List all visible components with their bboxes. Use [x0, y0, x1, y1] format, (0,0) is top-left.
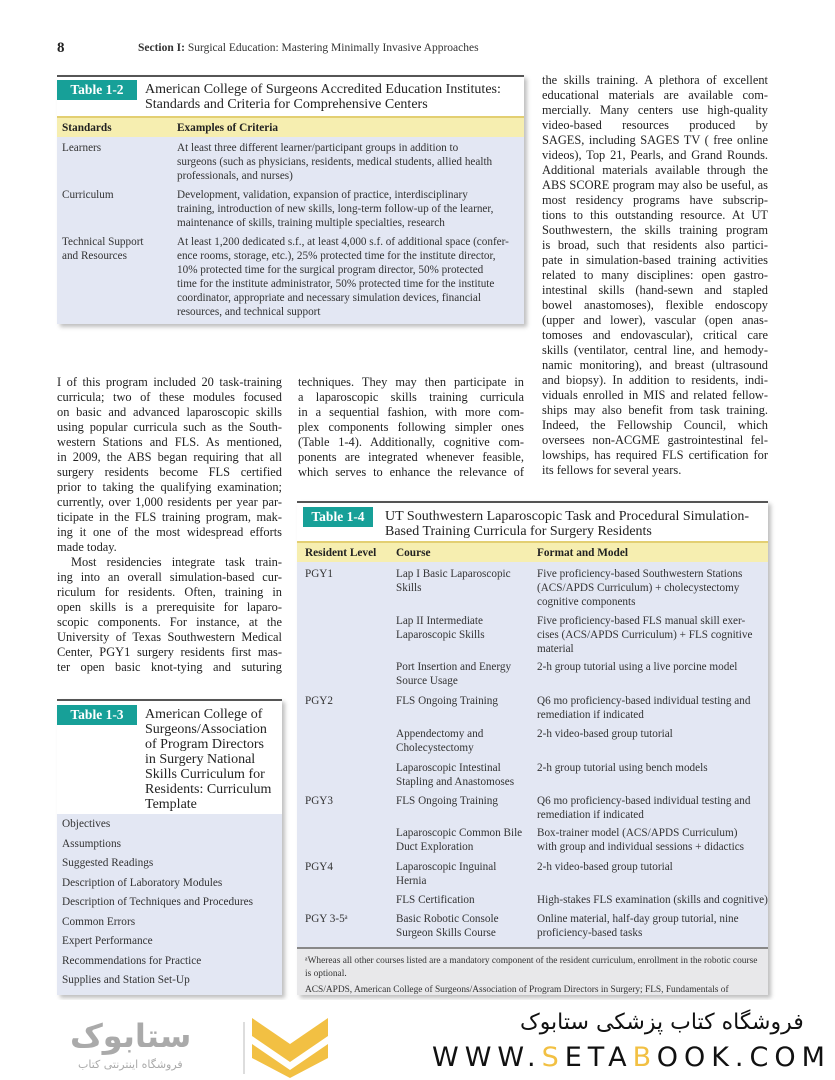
title-line: Surgeons/Association: [145, 722, 267, 737]
cell-line: Basic Robotic Console: [396, 913, 499, 925]
criteria-cell: [177, 235, 509, 319]
text-line: its fellows for several years.: [542, 463, 682, 477]
format-cell: [537, 761, 708, 775]
text-line: and biopsy). In addition to residents, indi-: [542, 373, 768, 387]
cell-line: Laparoscopic Intestinal: [396, 762, 501, 774]
text-line: oversees non-ACGME gastrointestinal fel-: [542, 433, 768, 447]
text-line: ter open basic knot-tying and suturing: [57, 660, 282, 674]
cell-line: 2-h video-based group tutorial: [537, 861, 673, 873]
cell-line: 2-h video-based group tutorial: [537, 728, 673, 740]
list-item: Suggested Readings: [62, 857, 154, 869]
text-line: educational materials are available com-: [542, 88, 768, 102]
store-banner: [0, 1000, 835, 1080]
cell-line: FLS Certification: [396, 894, 475, 906]
cell-line: Five proficiency-based Southwestern Stations: [537, 568, 743, 580]
course-cell: [396, 694, 498, 708]
list-item: Common Errors: [62, 915, 136, 928]
cell-line: At least three different learner/participant groups in addition to: [177, 142, 459, 154]
title-line: Standards and Criteria for Comprehensive Centers: [145, 97, 428, 112]
text-line: ABS SCORE program may also be useful, as: [542, 178, 768, 192]
table-header-row: [297, 541, 768, 562]
text-line: SAGES, including SAGES TV ( free online: [542, 133, 768, 147]
format-cell: [537, 614, 752, 656]
cell-line: At least 1,200 dedicated s.f., at least 4,000 s.f. of additional space (confer-: [177, 236, 509, 248]
standard-cell: [62, 188, 114, 202]
url-part: OOK.COM: [656, 1042, 831, 1073]
column-header: Resident Level: [305, 547, 377, 559]
course-cell: [396, 912, 499, 940]
table-1-2: [57, 75, 524, 324]
text-line: in a sequential fashion, with more com-: [298, 405, 524, 419]
text-line: which serves to enhance the relevance of: [298, 465, 524, 479]
criteria-cell: [177, 188, 493, 230]
text-line: riculum for residents. Often, training in: [57, 585, 282, 599]
text-line: University of Texas Southwestern Medical: [57, 630, 282, 644]
text-line: tomoses and endovascular), critical care: [542, 328, 768, 342]
cell-line: Port Insertion and Energy: [396, 661, 512, 673]
store-name: فروشگاه کتاب پزشکی ستابوک: [520, 1010, 804, 1035]
text-line: curricula; two of these modules focused: [57, 390, 282, 404]
cell-line: material: [537, 643, 574, 655]
title-line: Residents: Curriculum: [145, 782, 272, 797]
cell-line: remediation if indicated: [537, 809, 644, 821]
body-column-middle: [298, 375, 524, 480]
text-line: is broad, such that residents also partici-: [542, 238, 768, 252]
cell-line: with group and individual sessions + didactics: [537, 841, 745, 853]
cell-line: Technical Support: [62, 236, 144, 248]
title-line: Skills Curriculum for: [145, 767, 265, 782]
list-item: Objectives: [62, 818, 111, 830]
column-header: Format and Model: [537, 547, 628, 559]
text-line: Southwestern, the skills training program: [542, 223, 768, 237]
url-part: ETA: [564, 1042, 633, 1073]
cell-line: and Resources: [62, 250, 127, 262]
resident-level-cell: PGY2: [305, 695, 333, 707]
cell-line: cises (ACS/APDS Curriculum) + FLS cognitive: [537, 629, 753, 641]
cell-line: time for the institute administrator, 50% protected time for the institute: [177, 278, 495, 290]
table-1-4: [297, 501, 768, 995]
course-cell: [396, 860, 496, 888]
page-number: 8: [57, 40, 65, 56]
cell-line: coordinator, appropriate and necessary simulation devices, financial: [177, 292, 481, 304]
table-rule: [297, 501, 768, 503]
text-line: mercially. Many centers use high-quality: [542, 103, 768, 117]
cell-line: Learners: [62, 142, 102, 154]
section-label: Section I:: [138, 42, 185, 54]
body-column-right: [542, 73, 768, 478]
cell-line: Development, validation, expansion of practice, interdisciplinary: [177, 189, 468, 201]
title-line: Based Training Curricula for Surgery Residents: [385, 524, 652, 539]
cell-line: resources, and technical support: [177, 306, 321, 318]
store-logo: ستابوک: [70, 1017, 192, 1055]
cell-line: proficiency-based tasks: [537, 927, 643, 939]
cell-line: High-stakes FLS examination (skills and cognitive): [537, 894, 768, 906]
text-line: skills (ventilator, central line, and hemody-: [542, 343, 768, 357]
cell-line: ence rooms, storage, etc.), 25% protected time for the institute director,: [177, 250, 496, 262]
cell-line: professionals, and nurses): [177, 170, 293, 182]
text-line: viduals enrolled in MIS and related fellow-: [542, 388, 768, 402]
cell-line: Hernia: [396, 875, 427, 887]
cell-line: Five proficiency-based FLS manual skill exer-: [537, 615, 746, 627]
divider: [243, 1022, 245, 1074]
title-line: American College of Surgeons Accredited Education Institutes:: [145, 82, 501, 97]
text-line: ing it one of the most widespread efforts: [57, 525, 282, 539]
text-line: open skills is a prerequisite for laparo-: [57, 600, 282, 614]
text-line: plex components following simpler ones: [298, 420, 524, 434]
template-item-list: [57, 815, 282, 991]
table-1-3: [57, 699, 282, 995]
url-part: B: [632, 1042, 657, 1073]
course-cell: [396, 567, 511, 595]
cell-line: Q6 mo proficiency-based individual testing and: [537, 695, 751, 707]
title-line: American College of: [145, 707, 263, 722]
store-url[interactable]: [432, 1042, 831, 1073]
text-line: most residency programs have subscrip-: [542, 193, 768, 207]
text-line: namic monitoring), and breast (ultrasound: [542, 358, 768, 372]
cell-line: 2-h group tutorial using bench models: [537, 762, 708, 774]
text-line: intestinal skills (hand-sewn and stapled: [542, 283, 768, 297]
text-line: lowships, has required FLS certification for: [542, 448, 768, 462]
format-cell: [537, 893, 768, 907]
format-cell: [537, 660, 737, 674]
text-line: scopic components. For instance, at the: [57, 615, 282, 629]
cell-line: Duct Exploration: [396, 841, 474, 853]
cell-line: Laparoscopic Common Bile: [396, 827, 523, 839]
text-line: the skills training. A plethora of excellent: [542, 73, 768, 87]
cell-line: Appendectomy and: [396, 728, 484, 740]
table-rule: [57, 75, 524, 77]
column-header: Examples of Criteria: [177, 122, 279, 134]
text-line: prior to taking the qualifying examination;: [57, 480, 282, 494]
cell-line: training, introduction of new skills, long-term follow-up of the learner,: [177, 203, 494, 215]
column-header: Standards: [62, 122, 112, 134]
title-line: UT Southwestern Laparoscopic Task and Procedural Simulation-: [385, 509, 749, 524]
list-item: Assumptions: [62, 837, 122, 850]
title-line: of Program Directors: [145, 737, 264, 752]
text-line: Indeed, the Fellowship Council, which: [542, 418, 768, 432]
resident-level-cell: PGY1: [305, 568, 333, 580]
cell-line: Surgeon Skills Course: [396, 927, 496, 939]
title-line: Template: [145, 797, 197, 812]
format-cell: [537, 794, 750, 822]
text-line: pate in simulation-based training activities: [542, 253, 768, 267]
cell-line: Lap II Intermediate: [396, 615, 483, 627]
table-footnotes: [297, 947, 768, 995]
text-line: techniques. They may then participate in: [298, 375, 524, 389]
text-line: ticipate in the FLS training program, mak-: [57, 510, 282, 524]
text-line: video-based resources produced by: [542, 118, 768, 132]
text-line: ing into an overall simulation-based cur-: [57, 570, 282, 584]
text-line: surgery residents become FLS certified: [57, 465, 282, 479]
table-title: [145, 82, 501, 112]
course-cell: [396, 893, 475, 907]
table-label: Table 1-3: [57, 705, 137, 725]
cell-line: Online material, half-day group tutorial, nine: [537, 913, 739, 925]
chevron-logo-icon: [250, 1014, 330, 1080]
list-item: Expert Performance: [62, 935, 153, 947]
cell-line: Lap I Basic Laparoscopic: [396, 568, 511, 580]
cell-line: (ACS/APDS Curriculum) + cholecystectomy: [537, 582, 740, 594]
url-part: S: [541, 1042, 565, 1073]
table-label: Table 1-4: [303, 507, 373, 527]
cell-line: Q6 mo proficiency-based individual testing and: [537, 795, 751, 807]
cell-line: Stapling and Anastomoses: [396, 776, 515, 788]
standard-cell: [62, 235, 144, 263]
course-cell: [396, 794, 498, 808]
cell-line: FLS Ongoing Training: [396, 695, 498, 707]
text-line: Additional materials available through the: [542, 163, 768, 177]
list-item: Supplies and Station Set-Up: [62, 974, 190, 986]
text-line: tions to this outstanding resource. At UT: [542, 208, 768, 222]
title-line: in Surgery National: [145, 752, 256, 767]
text-line: I of this program included 20 task-training: [57, 375, 282, 389]
course-cell: [396, 660, 511, 688]
text-line: related to many disciplines: open gastro-: [542, 268, 768, 282]
cell-line: maintenance of skills, training multiple specialties, research: [177, 217, 445, 229]
cell-line: Skills: [396, 582, 422, 594]
column-header: Course: [396, 547, 431, 559]
text-line: Center, PGY1 surgery residents first mas-: [57, 645, 282, 659]
list-item: Description of Laboratory Modules: [62, 876, 223, 889]
text-line: ships may also benefit from task training.: [542, 403, 768, 417]
body-column-left: [57, 375, 282, 675]
url-part: WWW.: [432, 1042, 542, 1073]
format-cell: [537, 727, 673, 741]
store-logo-subtitle: فروشگاه اینترنتی کتاب: [78, 1058, 183, 1071]
text-line: currently, over 1,000 residents per year par-: [57, 495, 282, 509]
text-line: a laparoscopic skills training curricula: [298, 390, 524, 404]
resident-level-cell: PGY4: [305, 861, 333, 873]
text-line: ponents are integrated whenever feasible,: [298, 450, 524, 464]
cell-line: remediation if indicated: [537, 709, 644, 721]
format-cell: [537, 860, 673, 874]
running-header: [138, 42, 479, 54]
list-item: Recommendations for Practice: [62, 954, 202, 967]
text-line: Most residencies integrate task train-: [71, 555, 282, 569]
footnote: ACS/APDS, American College of Surgeons/Association of Program Directors in Surgery; FLS, Fundamentals of: [305, 985, 729, 995]
format-cell: [537, 826, 744, 854]
cell-line: 2-h group tutorial using a live porcine model: [537, 661, 738, 673]
cell-line: Box-trainer model (ACS/APDS Curriculum): [537, 827, 738, 839]
course-cell: [396, 727, 483, 755]
table-label: Table 1-2: [57, 80, 137, 100]
table-title: [385, 509, 749, 539]
cell-line: Laparoscopic Inguinal: [396, 861, 497, 873]
text-line: western Stations and FLS. As mentioned,: [57, 435, 282, 449]
cell-line: Cholecystectomy: [396, 742, 474, 754]
format-cell: [537, 694, 750, 722]
cell-line: 10% protected time for the surgical program director, 50% protected: [177, 264, 484, 276]
cell-line: Source Usage: [396, 675, 458, 687]
text-line: in 2009, the ABS began requiring that all: [57, 450, 282, 464]
text-line: on basic and advanced laparoscopic skills: [57, 405, 282, 419]
text-line: made today.: [57, 540, 117, 554]
section-title: Surgical Education: Mastering Minimally Invasive Approaches: [187, 42, 479, 54]
text-line: using popular curricula such as the South-: [57, 420, 282, 434]
resident-level-cell: PGY 3-5ᵃ: [305, 913, 348, 925]
course-cell: [396, 826, 522, 854]
cell-line: surgeons (such as physicians, residents, medical students, allied health: [177, 156, 493, 168]
text-line: bowel anastomoses), flexible endoscopy: [542, 298, 768, 312]
cell-line: Laparoscopic Skills: [396, 629, 485, 641]
format-cell: [537, 912, 739, 940]
criteria-cell: [177, 141, 492, 183]
format-cell: [537, 567, 742, 609]
cell-line: FLS Ongoing Training: [396, 795, 498, 807]
resident-level-cell: PGY3: [305, 795, 333, 807]
text-line: videos), Top 21, Pearls, and Grand Rounds.: [542, 148, 768, 162]
table-header-row: [57, 116, 524, 137]
text-line: (Table 1-4). Additionally, cognitive com-: [298, 435, 524, 449]
footnote: ᵃWhereas all other courses listed are a mandatory component of the resident curriculum, enrollment in the robotic course is optional.: [305, 956, 758, 979]
table-title: [145, 707, 271, 812]
text-line: (upper and lower), vascular (open anas-: [542, 313, 768, 327]
course-cell: [396, 614, 485, 642]
list-item: Description of Techniques and Procedures: [62, 896, 253, 908]
course-cell: [396, 761, 514, 789]
table-rule: [57, 699, 282, 701]
standard-cell: [62, 141, 101, 155]
cell-line: Curriculum: [62, 189, 114, 201]
cell-line: cognitive components: [537, 596, 636, 608]
